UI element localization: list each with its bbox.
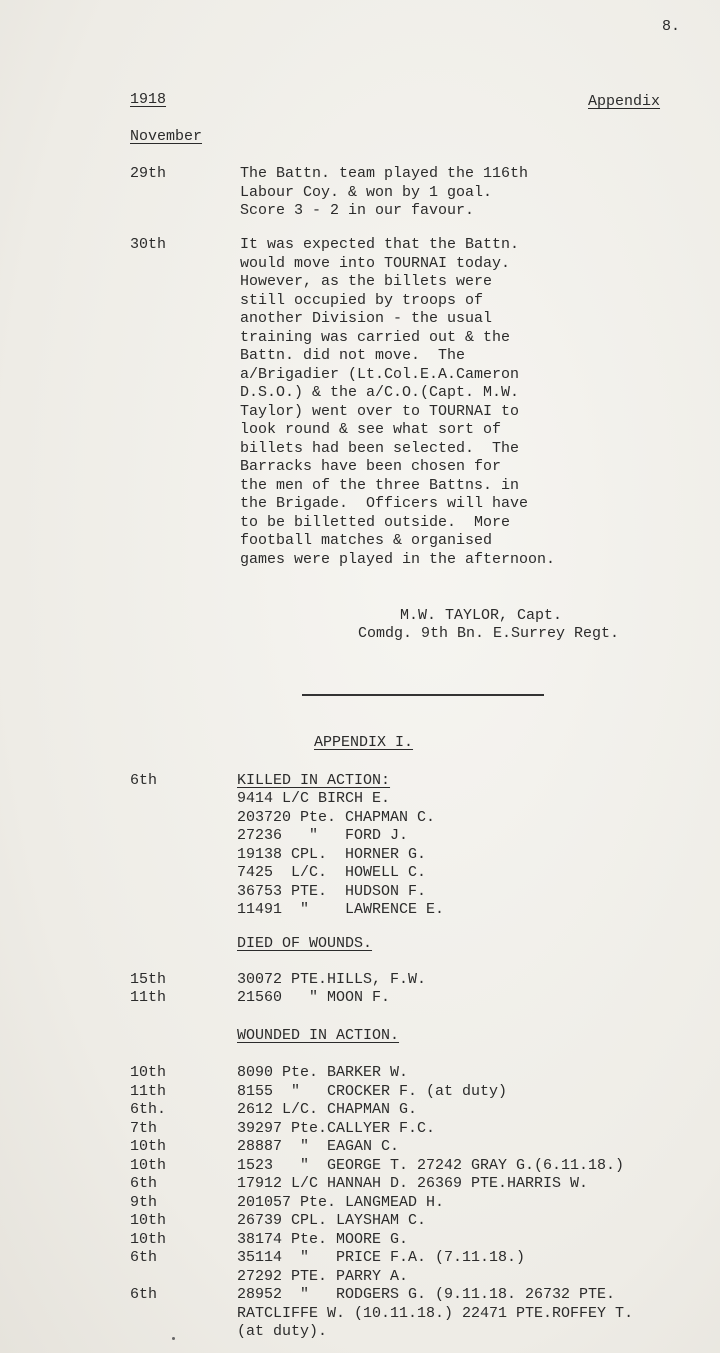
wounded-date <box>130 1268 166 1287</box>
entry-line: It was expected that the Battn. <box>240 236 520 253</box>
wounded-date: 10th <box>130 1156 167 1174</box>
wounded-date: 6th. <box>130 1101 167 1118</box>
entry-line: still occupied by troops of <box>240 291 484 309</box>
entry-line: another Division - the usual <box>240 310 493 327</box>
entry-line: Barracks have been chosen for <box>240 458 502 475</box>
list-item: (at duty). <box>237 1323 328 1340</box>
entry-line: games were played in the afternoon. <box>240 550 556 568</box>
entry-line: The Battn. team played the 116th <box>240 165 529 182</box>
entry-line: football matches & organised <box>240 532 493 549</box>
list-item: 19138 CPL. HORNER G. <box>237 845 427 863</box>
list-item: 28952 " RODGERS G. (9.11.18. 26732 PTE. <box>237 1286 616 1303</box>
died-date: 11th <box>130 989 167 1006</box>
list-item: 36753 PTE. HUDSON F. <box>237 882 427 900</box>
died-date: 15th <box>130 971 167 988</box>
entry-line: a/Brigadier (Lt.Col.E.A.Cameron <box>240 365 520 383</box>
list-item: 8090 Pte. BARKER W. <box>237 1064 409 1081</box>
list-item: 201057 Pte. LANGMEAD H. <box>237 1193 445 1211</box>
month-heading: November <box>130 128 203 145</box>
wounded-date: 6th <box>130 1249 158 1266</box>
entry-date: 30th <box>130 236 167 253</box>
wounded-date: 10th <box>130 1138 167 1155</box>
list-item: 1523 " GEORGE T. 27242 GRAY G.(6.11.18.) <box>237 1156 625 1174</box>
killed-date: 6th <box>130 772 158 789</box>
wounded-dates <box>130 1064 166 1305</box>
list-item: 11491 " LAWRENCE E. <box>237 901 445 918</box>
entry-line: billets had been selected. The <box>240 439 520 457</box>
wounded-date: 6th <box>130 1286 158 1303</box>
list-item: 9414 L/C BIRCH E. <box>237 790 391 807</box>
entry-line: the Brigade. Officers will have <box>240 495 529 512</box>
wounded-heading: WOUNDED IN ACTION. <box>237 1027 400 1044</box>
killed-list <box>237 790 444 920</box>
paper-mark <box>172 1337 175 1340</box>
wounded-date: 6th <box>130 1175 158 1192</box>
died-entry: 30072 PTE.HILLS, F.W. <box>237 971 427 988</box>
list-item: 27292 PTE. PARRY A. <box>237 1267 409 1285</box>
killed-heading: KILLED IN ACTION: <box>237 772 391 789</box>
wounded-date: 9th <box>130 1193 158 1211</box>
signature-title: Comdg. 9th Bn. E.Surrey Regt. <box>358 625 620 642</box>
entry-line: Taylor) went over to TOURNAI to <box>240 402 520 420</box>
wounded-list <box>237 1064 633 1342</box>
page-number: 8. <box>662 18 681 35</box>
entry-line: Battn. did not move. The <box>240 347 466 364</box>
list-item: 27236 " FORD J. <box>237 827 409 844</box>
list-item: 39297 Pte.CALLYER F.C. <box>237 1119 436 1137</box>
entry-line: look round & see what sort of <box>240 421 502 438</box>
list-item: 7425 L/C. HOWELL C. <box>237 864 427 881</box>
entry-line: to be billetted outside. More <box>240 513 511 531</box>
wounded-date: 7th <box>130 1119 158 1137</box>
list-item: 28887 " EAGAN C. <box>237 1138 400 1155</box>
entry-line: the men of the three Battns. in <box>240 476 520 494</box>
list-item: 38174 Pte. MOORE G. <box>237 1230 409 1248</box>
list-item: 26739 CPL. LAYSHAM C. <box>237 1212 427 1229</box>
entry-line: training was carried out & the <box>240 328 511 346</box>
died-heading: DIED OF WOUNDS. <box>237 935 373 952</box>
appendix-title: APPENDIX I. <box>314 734 414 751</box>
list-item: 2612 L/C. CHAPMAN G. <box>237 1101 418 1118</box>
list-item: 8155 " CROCKER F. (at duty) <box>237 1082 508 1100</box>
entry-line: Score 3 - 2 in our favour. <box>240 202 475 219</box>
entry-line: would move into TOURNAI today. <box>240 254 511 272</box>
entry-line: D.S.O.) & the a/C.O.(Capt. M.W. <box>240 384 520 401</box>
list-item: 17912 L/C HANNAH D. 26369 PTE.HARRIS W. <box>237 1175 589 1192</box>
list-item: 35114 " PRICE F.A. (7.11.18.) <box>237 1249 526 1266</box>
wounded-date: 11th <box>130 1082 167 1100</box>
entry-date: 29th <box>130 165 167 182</box>
entry-text <box>240 236 555 569</box>
entry-line: Labour Coy. & won by 1 goal. <box>240 183 493 201</box>
appendix-heading: Appendix <box>588 93 661 110</box>
entry-text <box>240 165 528 221</box>
died-entry: 21560 " MOON F. <box>237 989 391 1006</box>
wounded-date: 10th <box>130 1212 167 1229</box>
section-divider <box>302 694 544 696</box>
wounded-date: 10th <box>130 1230 167 1248</box>
signature-name: M.W. TAYLOR, Capt. <box>400 607 563 624</box>
list-item: RATCLIFFE W. (10.11.18.) 22471 PTE.ROFFEY T. <box>237 1304 634 1322</box>
entry-line: However, as the billets were <box>240 273 493 290</box>
list-item: 203720 Pte. CHAPMAN C. <box>237 808 436 826</box>
wounded-date: 10th <box>130 1064 167 1081</box>
year-heading: 1918 <box>130 91 167 108</box>
